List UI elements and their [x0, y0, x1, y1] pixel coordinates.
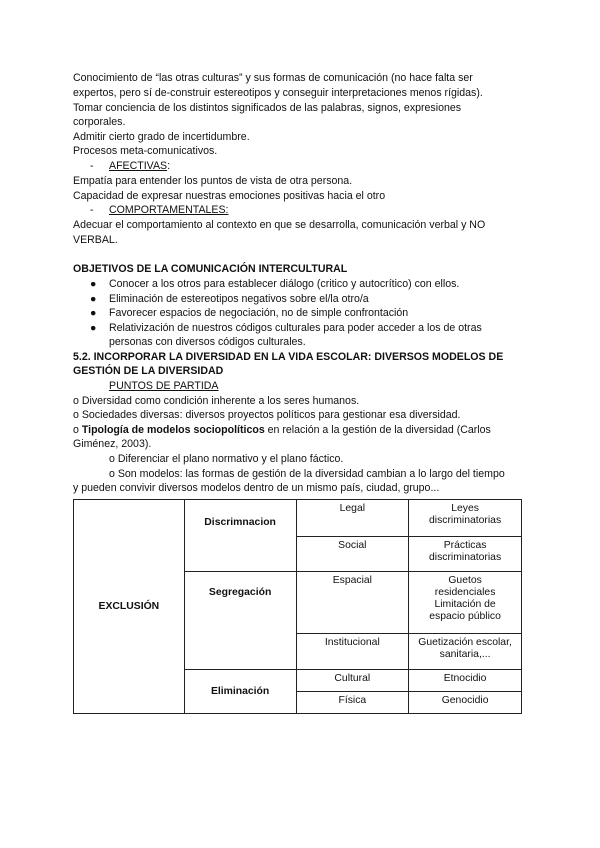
bullet-icon: ●	[90, 278, 97, 290]
table-cell: Institucional	[296, 634, 409, 670]
text-run: o	[73, 424, 82, 436]
eliminacion-cell: Eliminación	[184, 670, 296, 714]
cell-line: discriminatorias	[428, 515, 502, 526]
table-cell: Legal	[296, 500, 409, 537]
text-line: Admitir cierto grado de incertidumbre.	[73, 131, 250, 143]
text-line: Conocimiento de “las otras culturas” y sus formas de comunicación (no hace falta ser	[73, 72, 473, 84]
list-item-continuation: personas con diversos códigos culturales.	[109, 336, 306, 348]
bullet-icon: ●	[90, 293, 97, 305]
cell-line: residenciales	[434, 587, 496, 598]
table-cell	[409, 500, 522, 537]
bullet-icon: ●	[90, 307, 97, 319]
exclusion-table	[73, 499, 522, 714]
table-cell	[409, 572, 522, 634]
text-line: o Son modelos: las formas de gestión de la diversidad cambian a lo largo del tiempo	[109, 468, 505, 480]
section-title: 5.2. INCORPORAR LA DIVERSIDAD EN LA VIDA ESCOLAR: DIVERSOS MODELOS DE	[73, 351, 504, 363]
table-cell: Espacial	[296, 572, 409, 634]
cell-line: Prácticas	[443, 540, 487, 551]
table-cell: Etnocidio	[409, 670, 522, 692]
table-cell: Cultural	[296, 670, 409, 692]
table-cell	[409, 537, 522, 572]
list-item: Favorecer espacios de negociación, no de simple confrontación	[109, 307, 409, 319]
text-line: o Diferenciar el plano normativo y el plano fáctico.	[109, 453, 344, 465]
puntos-heading: PUNTOS DE PARTIDA	[109, 380, 219, 392]
table-cell: Física	[296, 692, 409, 714]
subheading-afectivas: AFECTIVAS:	[109, 160, 171, 172]
cell-line: Guetización escolar,	[418, 637, 512, 648]
discriminacion-cell: Discrimnacion	[184, 500, 296, 572]
afectivas-label: AFECTIVAS	[109, 160, 168, 172]
list-item: Eliminación de estereotipos negativos sobre el/la otro/a	[109, 293, 369, 305]
text-run: en relación a la gestión de la diversidad (Carlos	[264, 424, 491, 436]
text-line: Tomar conciencia de los distintos significados de las palabras, signos, expresiones	[73, 102, 462, 114]
list-item: Relativización de nuestros códigos culturales para poder acceder a los de otras	[109, 322, 482, 334]
text-line: Giménez, 2003).	[73, 438, 152, 450]
text-line: y pueden convivir diversos modelos dentro de un mismo país, ciudad, grupo...	[73, 482, 440, 494]
cell-line: Guetos	[448, 575, 482, 586]
table-cell: Social	[296, 537, 409, 572]
cell-line: discriminatorias	[428, 552, 502, 563]
subheading-comportamentales: COMPORTAMENTALES:	[109, 204, 229, 216]
cell-line: sanitaria,...	[439, 649, 491, 660]
text-line: Adecuar el comportamiento al contexto en que se desarrolla, comunicación verbal y NO	[73, 219, 486, 231]
text-line: Capacidad de expresar nuestras emociones positivas hacia el otro	[73, 190, 386, 202]
text-line: corporales.	[73, 116, 126, 128]
text-line: VERBAL.	[73, 234, 118, 246]
text-line: o Sociedades diversas: diversos proyectos políticos para gestionar esa diversidad.	[73, 409, 461, 421]
text-line: expertos, pero sí de-construir estereotipos y conseguir interpretaciones menos rígidas).	[73, 87, 483, 99]
text-line: Procesos meta-comunicativos.	[73, 145, 218, 157]
text-line: Empatía para entender los puntos de vista de otra persona.	[73, 175, 353, 187]
table-cell	[409, 634, 522, 670]
table-cell: Genocidio	[409, 692, 522, 714]
dash-marker: -	[90, 204, 94, 216]
section-title: GESTIÓN DE LA DIVERSIDAD	[73, 365, 224, 377]
bold-term: Tipología de modelos sociopolíticos	[81, 424, 265, 436]
cell-line: Leyes	[451, 503, 479, 514]
exclusion-cell: EXCLUSIÓN	[74, 500, 185, 714]
text-line	[73, 424, 491, 436]
text-line: o Diversidad como condición inherente a los seres humanos.	[73, 395, 360, 407]
objetivos-heading: OBJETIVOS DE LA COMUNICACIÓN INTERCULTURAL	[73, 263, 348, 275]
dash-marker: -	[90, 160, 94, 172]
bullet-icon: ●	[90, 322, 97, 334]
segregacion-cell: Segregación	[184, 572, 296, 670]
cell-line: espacio público	[429, 611, 501, 622]
cell-line: Limitación de	[434, 599, 496, 610]
list-item: Conocer a los otros para establecer diálogo (critico y autocrítico) con ellos.	[109, 278, 460, 290]
